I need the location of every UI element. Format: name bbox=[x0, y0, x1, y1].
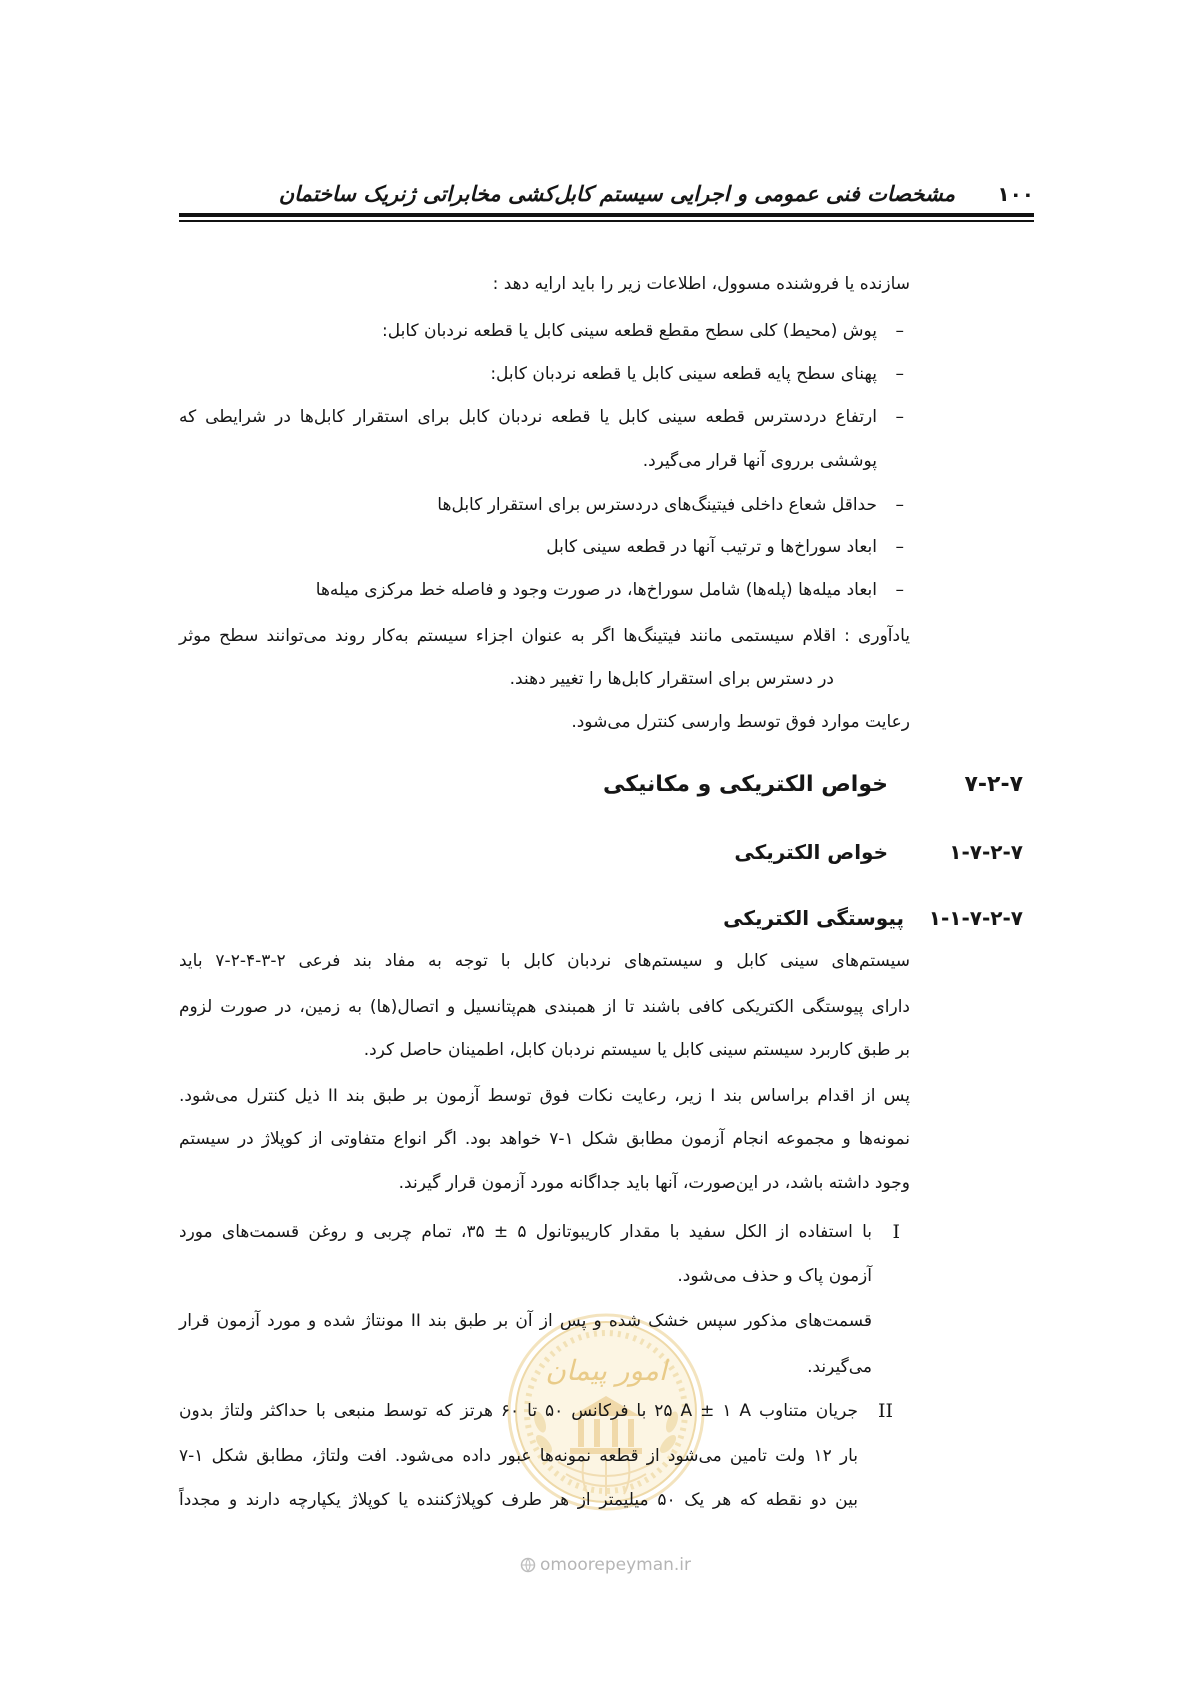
logo-lettering: امور پیمان bbox=[545, 1354, 667, 1387]
subsection-title: خواص الکتریکی bbox=[734, 840, 888, 864]
bullet-dash: – bbox=[895, 364, 904, 384]
conclusion-line: رعایت موارد فوق توسط وارسی کنترل می‌شود. bbox=[571, 712, 910, 732]
paragraph-line: نمونه‌ها و مجموعه انجام آزمون مطابق شکل ۱-۷ خواهد بود. اگر انواع متفاوتی از کوپلاژ در سیستم bbox=[179, 1129, 910, 1149]
running-header-title: مشخصات فنی عمومی و اجرایی سیستم کابل‌کشی مخابراتی ژنریک ساختمان bbox=[278, 182, 955, 206]
section-title: خواص الکتریکی و مکانیکی bbox=[603, 772, 888, 797]
paragraph-line: سیستم‌های سینی کابل و سیستم‌های نردبان کابل با توجه به مفاد بند فرعی ۲-۳-۴-۲-۷ باید bbox=[179, 951, 910, 971]
paragraph-line: دارای پیوستگی الکتریکی کافی باشند تا از همبندی هم‌پتانسیل و اتصال(ها) به زمین، در صورت لزوم bbox=[179, 997, 910, 1017]
step-line: با استفاده از الکل سفید با مقدار کاریبوتانول ۵ ± ۳۵، تمام چربی و روغن قسمت‌های مورد bbox=[179, 1222, 872, 1242]
bullet-dash: – bbox=[895, 580, 904, 600]
step-line bbox=[179, 1395, 858, 1427]
step-line-text: با فرکانس ۵۰ تا ۶۰ هرتز که توسط منبعی با حداکثر ولتاژ بدون bbox=[179, 1401, 647, 1421]
step-line-text: جریان متناوب bbox=[759, 1401, 859, 1421]
step-marker-I: I bbox=[892, 1221, 900, 1243]
step-followup-line: می‌گیرند. bbox=[807, 1357, 872, 1377]
list-item: ارتفاع دردسترس قطعه سینی کابل یا قطعه نردبان کابل برای استقرار کابل‌ها در شرایطی که bbox=[179, 407, 877, 427]
step-line: بین دو نقطه که هر یک ۵۰ میلیمتر از هر طرف کوپلاژکننده یا کوپلاژ یکپارچه دارند و مجدداً bbox=[179, 1490, 858, 1510]
watermark-url: omoorepeyman.ir bbox=[540, 1555, 692, 1575]
paragraph-line: پس از اقدام براساس بند I زیر، رعایت نکات فوق توسط آزمون بر طبق بند II ذیل کنترل می‌شود. bbox=[179, 1086, 910, 1106]
subsubsection-number: ۱-۱-۷-۲-۷ bbox=[928, 906, 1023, 930]
paragraph-line: بر طبق کاربرد سیستم سینی کابل یا سیستم نردبان کابل، اطمینان حاصل کرد. bbox=[363, 1040, 910, 1060]
step-line: آزمون پاک و حذف می‌شود. bbox=[677, 1266, 872, 1286]
note-line: یادآوری : اقلام سیستمی مانند فیتینگ‌ها اگر به عنوان اجزاء سیستم به‌کار روند می‌توانند سطح موثر bbox=[179, 626, 910, 646]
header-rule-thin bbox=[179, 220, 1034, 222]
bullet-dash: – bbox=[895, 495, 904, 515]
page-number: ۱۰۰ bbox=[997, 182, 1034, 206]
bullet-dash: – bbox=[895, 537, 904, 557]
subsubsection-title: پیوستگی الکتریکی bbox=[723, 906, 904, 930]
globe-icon bbox=[520, 1557, 536, 1573]
section-number: ۷-۲-۷ bbox=[964, 772, 1023, 797]
paragraph-line: وجود داشته باشد، در این‌صورت، آنها باید جداگانه مورد آزمون قرار گیرند. bbox=[398, 1173, 910, 1193]
list-item: حداقل شعاع داخلی فیتینگ‌های دردسترس برای استقرار کابل‌ها bbox=[437, 495, 877, 515]
intro-line: سازنده یا فروشنده مسوول، اطلاعات زیر را باید ارایه دهد : bbox=[492, 274, 910, 294]
header-rule-thick bbox=[179, 213, 1034, 217]
step-line: بار ۱۲ ولت تامین می‌شود از قطعه نمونه‌ها عبور داده می‌شود. افت ولتاژ، مطابق شکل ۱-۷ bbox=[179, 1446, 858, 1466]
list-item: پوش (محیط) کلی سطح مقطع قطعه سینی کابل یا قطعه نردبان کابل: bbox=[382, 321, 877, 341]
note-line: در دسترس برای استقرار کابل‌ها را تغییر دهند. bbox=[509, 669, 834, 689]
watermark-site bbox=[520, 1552, 691, 1578]
list-item: پهنای سطح پایه قطعه سینی کابل یا قطعه نردبان کابل: bbox=[490, 364, 877, 384]
bullet-dash: – bbox=[895, 321, 904, 341]
list-item: ابعاد میله‌ها (پله‌ها) شامل سوراخ‌ها، در صورت وجود و فاصله خط مرکزی میله‌ها bbox=[315, 580, 877, 600]
step-marker-II: II bbox=[877, 1400, 893, 1422]
list-item: ابعاد سوراخ‌ها و ترتیب آنها در قطعه سینی کابل bbox=[546, 537, 877, 557]
list-item-continuation: پوششی برروی آنها قرار می‌گیرد. bbox=[642, 451, 877, 471]
step-followup-line: قسمت‌های مذکور سپس خشک شده و پس از آن بر طبق بند II مونتاژ شده و مورد آزمون قرار bbox=[179, 1311, 872, 1331]
bullet-dash: – bbox=[895, 407, 904, 427]
current-value: ۲۵ A ± ۱ A bbox=[654, 1401, 752, 1421]
subsection-number: ۱-۷-۲-۷ bbox=[949, 840, 1023, 864]
